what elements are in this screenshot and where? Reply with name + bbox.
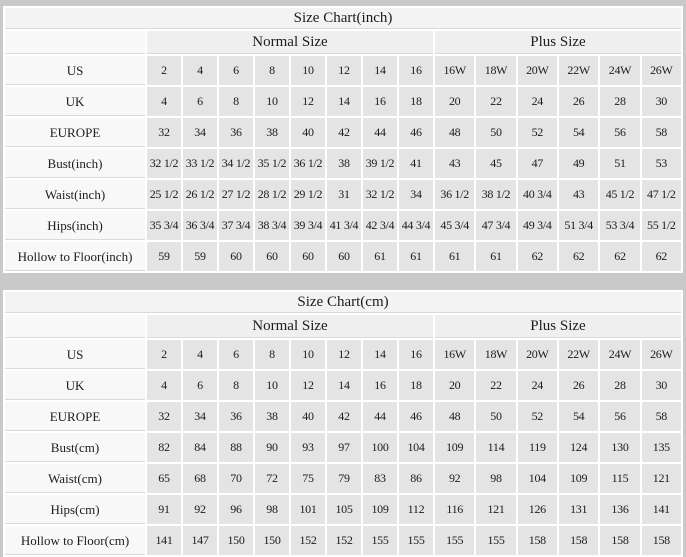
row-label: UK (4, 86, 146, 117)
data-cell: 2 (146, 55, 182, 86)
data-cell: 34 (182, 117, 218, 148)
data-cell: 50 (475, 117, 516, 148)
data-cell: 6 (218, 55, 254, 86)
data-cell: 8 (218, 86, 254, 117)
data-cell: 20W (517, 339, 558, 370)
data-cell: 28 (599, 370, 640, 401)
data-cell: 79 (326, 463, 362, 494)
data-cell: 60 (326, 241, 362, 272)
data-cell: 40 3/4 (517, 179, 558, 210)
table-title: Size Chart(cm) (4, 291, 682, 314)
data-cell: 26 (558, 370, 599, 401)
data-cell: 60 (290, 241, 326, 272)
data-cell: 10 (254, 370, 290, 401)
data-cell: 10 (290, 55, 326, 86)
data-cell: 14 (326, 370, 362, 401)
data-cell: 105 (326, 494, 362, 525)
row-label: Hips(cm) (4, 494, 146, 525)
data-cell: 26W (641, 339, 682, 370)
data-cell: 46 (398, 401, 434, 432)
data-cell: 147 (182, 525, 218, 556)
data-cell: 98 (475, 463, 516, 494)
data-cell: 47 3/4 (475, 210, 516, 241)
data-cell: 36 (218, 117, 254, 148)
data-cell: 112 (398, 494, 434, 525)
data-cell: 44 (362, 401, 398, 432)
data-cell: 16 (362, 86, 398, 117)
data-cell: 20W (517, 55, 558, 86)
data-cell: 158 (517, 525, 558, 556)
data-cell: 39 1/2 (362, 148, 398, 179)
data-cell: 131 (558, 494, 599, 525)
data-cell: 34 (182, 401, 218, 432)
data-cell: 38 (254, 117, 290, 148)
data-cell: 22 (475, 370, 516, 401)
data-cell: 4 (182, 339, 218, 370)
data-cell: 65 (146, 463, 182, 494)
data-cell: 90 (254, 432, 290, 463)
data-cell: 141 (641, 494, 682, 525)
data-cell: 4 (146, 86, 182, 117)
data-cell: 24W (599, 55, 640, 86)
row-label: EUROPE (4, 401, 146, 432)
data-cell: 158 (641, 525, 682, 556)
data-cell: 72 (254, 463, 290, 494)
data-cell: 34 (398, 179, 434, 210)
data-cell: 61 (434, 241, 475, 272)
data-cell: 44 (362, 117, 398, 148)
data-cell: 38 1/2 (475, 179, 516, 210)
data-cell: 12 (290, 86, 326, 117)
data-cell: 60 (218, 241, 254, 272)
data-cell: 20 (434, 370, 475, 401)
row-label: Hollow to Floor(inch) (4, 241, 146, 272)
data-cell: 43 (434, 148, 475, 179)
data-cell: 152 (326, 525, 362, 556)
table-row (4, 86, 682, 117)
data-cell: 49 (558, 148, 599, 179)
data-cell: 101 (290, 494, 326, 525)
data-cell: 6 (182, 370, 218, 401)
table-row (4, 148, 682, 179)
data-cell: 37 3/4 (218, 210, 254, 241)
data-cell: 26 1/2 (182, 179, 218, 210)
group-header-plus-size: Plus Size (434, 30, 682, 55)
data-cell: 158 (599, 525, 640, 556)
data-cell: 45 (475, 148, 516, 179)
data-cell: 109 (434, 432, 475, 463)
data-cell: 51 3/4 (558, 210, 599, 241)
data-cell: 50 (475, 401, 516, 432)
table-row (4, 494, 682, 525)
data-cell: 56 (599, 117, 640, 148)
row-label: Waist(cm) (4, 463, 146, 494)
data-cell: 92 (182, 494, 218, 525)
data-cell: 10 (290, 339, 326, 370)
table-row (4, 117, 682, 148)
table-row (4, 339, 682, 370)
data-cell: 35 1/2 (254, 148, 290, 179)
data-cell: 20 (434, 86, 475, 117)
data-cell: 42 3/4 (362, 210, 398, 241)
data-cell: 48 (434, 401, 475, 432)
data-cell: 53 3/4 (599, 210, 640, 241)
data-cell: 39 3/4 (290, 210, 326, 241)
data-cell: 26 (558, 86, 599, 117)
data-cell: 68 (182, 463, 218, 494)
data-cell: 98 (254, 494, 290, 525)
row-label: Hips(inch) (4, 210, 146, 241)
data-cell: 32 1/2 (362, 179, 398, 210)
table-title-row (4, 7, 682, 30)
data-cell: 83 (362, 463, 398, 494)
data-cell: 4 (182, 55, 218, 86)
data-cell: 135 (641, 432, 682, 463)
data-cell: 61 (475, 241, 516, 272)
data-cell: 16W (434, 55, 475, 86)
data-cell: 24 (517, 86, 558, 117)
data-cell: 18 (398, 86, 434, 117)
corner-cell (4, 314, 146, 339)
data-cell: 22 (475, 86, 516, 117)
data-cell: 155 (398, 525, 434, 556)
data-cell: 4 (146, 370, 182, 401)
data-cell: 75 (290, 463, 326, 494)
table-row (4, 179, 682, 210)
table-row (4, 210, 682, 241)
data-cell: 92 (434, 463, 475, 494)
data-cell: 36 1/2 (290, 148, 326, 179)
data-cell: 36 3/4 (182, 210, 218, 241)
data-cell: 155 (362, 525, 398, 556)
row-label: Bust(cm) (4, 432, 146, 463)
table-row (4, 401, 682, 432)
data-cell: 8 (254, 339, 290, 370)
data-cell: 12 (326, 339, 362, 370)
data-cell: 22W (558, 339, 599, 370)
data-cell: 130 (599, 432, 640, 463)
group-header-plus-size: Plus Size (434, 314, 682, 339)
data-cell: 86 (398, 463, 434, 494)
data-cell: 84 (182, 432, 218, 463)
corner-cell (4, 30, 146, 55)
data-cell: 52 (517, 401, 558, 432)
table-title: Size Chart(inch) (4, 7, 682, 30)
data-cell: 16 (362, 370, 398, 401)
data-cell: 31 (326, 179, 362, 210)
data-cell: 33 1/2 (182, 148, 218, 179)
data-cell: 58 (641, 401, 682, 432)
data-cell: 141 (146, 525, 182, 556)
group-header-normal-size: Normal Size (146, 314, 434, 339)
data-cell: 8 (218, 370, 254, 401)
data-cell: 34 1/2 (218, 148, 254, 179)
data-cell: 109 (558, 463, 599, 494)
data-cell: 100 (362, 432, 398, 463)
data-cell: 126 (517, 494, 558, 525)
data-cell: 45 1/2 (599, 179, 640, 210)
data-cell: 16W (434, 339, 475, 370)
data-cell: 119 (517, 432, 558, 463)
data-cell: 47 1/2 (641, 179, 682, 210)
size-chart-cm-section (3, 290, 683, 557)
data-cell: 46 (398, 117, 434, 148)
data-cell: 27 1/2 (218, 179, 254, 210)
data-cell: 26W (641, 55, 682, 86)
data-cell: 58 (641, 117, 682, 148)
data-cell: 12 (290, 370, 326, 401)
data-cell: 62 (517, 241, 558, 272)
data-cell: 41 3/4 (326, 210, 362, 241)
data-cell: 104 (517, 463, 558, 494)
row-label: US (4, 55, 146, 86)
data-cell: 18W (475, 55, 516, 86)
data-cell: 36 1/2 (434, 179, 475, 210)
data-cell: 152 (290, 525, 326, 556)
data-cell: 88 (218, 432, 254, 463)
data-cell: 8 (254, 55, 290, 86)
data-cell: 47 (517, 148, 558, 179)
data-cell: 6 (182, 86, 218, 117)
table-row (4, 370, 682, 401)
data-cell: 82 (146, 432, 182, 463)
data-cell: 38 (254, 401, 290, 432)
data-cell: 51 (599, 148, 640, 179)
table-row (4, 55, 682, 86)
data-cell: 70 (218, 463, 254, 494)
data-cell: 124 (558, 432, 599, 463)
data-cell: 42 (326, 117, 362, 148)
data-cell: 18W (475, 339, 516, 370)
data-cell: 54 (558, 117, 599, 148)
size-chart-inch-section (3, 6, 683, 273)
table-row (4, 463, 682, 494)
data-cell: 93 (290, 432, 326, 463)
data-cell: 114 (475, 432, 516, 463)
data-cell: 6 (218, 339, 254, 370)
data-cell: 2 (146, 339, 182, 370)
data-cell: 28 1/2 (254, 179, 290, 210)
data-cell: 91 (146, 494, 182, 525)
data-cell: 14 (362, 55, 398, 86)
data-cell: 155 (475, 525, 516, 556)
data-cell: 97 (326, 432, 362, 463)
data-cell: 24W (599, 339, 640, 370)
data-cell: 55 1/2 (641, 210, 682, 241)
data-cell: 45 3/4 (434, 210, 475, 241)
data-cell: 53 (641, 148, 682, 179)
data-cell: 136 (599, 494, 640, 525)
data-cell: 59 (146, 241, 182, 272)
data-cell: 115 (599, 463, 640, 494)
data-cell: 30 (641, 86, 682, 117)
data-cell: 62 (641, 241, 682, 272)
table-row (4, 241, 682, 272)
data-cell: 96 (218, 494, 254, 525)
data-cell: 28 (599, 86, 640, 117)
data-cell: 54 (558, 401, 599, 432)
row-label: US (4, 339, 146, 370)
data-cell: 56 (599, 401, 640, 432)
data-cell: 14 (326, 86, 362, 117)
data-cell: 32 (146, 117, 182, 148)
data-cell: 59 (182, 241, 218, 272)
data-cell: 150 (218, 525, 254, 556)
data-cell: 14 (362, 339, 398, 370)
data-cell: 29 1/2 (290, 179, 326, 210)
row-label: Bust(inch) (4, 148, 146, 179)
data-cell: 38 3/4 (254, 210, 290, 241)
data-cell: 121 (475, 494, 516, 525)
table-row (4, 432, 682, 463)
row-label: Waist(inch) (4, 179, 146, 210)
data-cell: 32 1/2 (146, 148, 182, 179)
row-label: UK (4, 370, 146, 401)
data-cell: 30 (641, 370, 682, 401)
data-cell: 43 (558, 179, 599, 210)
data-cell: 104 (398, 432, 434, 463)
group-header-row (4, 30, 682, 55)
row-label: EUROPE (4, 117, 146, 148)
data-cell: 150 (254, 525, 290, 556)
data-cell: 109 (362, 494, 398, 525)
row-label: Hollow to Floor(cm) (4, 525, 146, 556)
data-cell: 62 (558, 241, 599, 272)
size-chart-table (3, 290, 683, 557)
data-cell: 155 (434, 525, 475, 556)
data-cell: 41 (398, 148, 434, 179)
data-cell: 36 (218, 401, 254, 432)
data-cell: 40 (290, 117, 326, 148)
data-cell: 116 (434, 494, 475, 525)
data-cell: 121 (641, 463, 682, 494)
data-cell: 60 (254, 241, 290, 272)
table-title-row (4, 291, 682, 314)
data-cell: 16 (398, 55, 434, 86)
data-cell: 18 (398, 370, 434, 401)
data-cell: 44 3/4 (398, 210, 434, 241)
data-cell: 16 (398, 339, 434, 370)
data-cell: 42 (326, 401, 362, 432)
data-cell: 48 (434, 117, 475, 148)
data-cell: 35 3/4 (146, 210, 182, 241)
data-cell: 24 (517, 370, 558, 401)
data-cell: 10 (254, 86, 290, 117)
data-cell: 61 (398, 241, 434, 272)
data-cell: 40 (290, 401, 326, 432)
data-cell: 38 (326, 148, 362, 179)
data-cell: 32 (146, 401, 182, 432)
data-cell: 158 (558, 525, 599, 556)
data-cell: 52 (517, 117, 558, 148)
data-cell: 25 1/2 (146, 179, 182, 210)
group-header-normal-size: Normal Size (146, 30, 434, 55)
size-chart-table (3, 6, 683, 273)
data-cell: 12 (326, 55, 362, 86)
data-cell: 61 (362, 241, 398, 272)
data-cell: 62 (599, 241, 640, 272)
data-cell: 49 3/4 (517, 210, 558, 241)
group-header-row (4, 314, 682, 339)
data-cell: 22W (558, 55, 599, 86)
